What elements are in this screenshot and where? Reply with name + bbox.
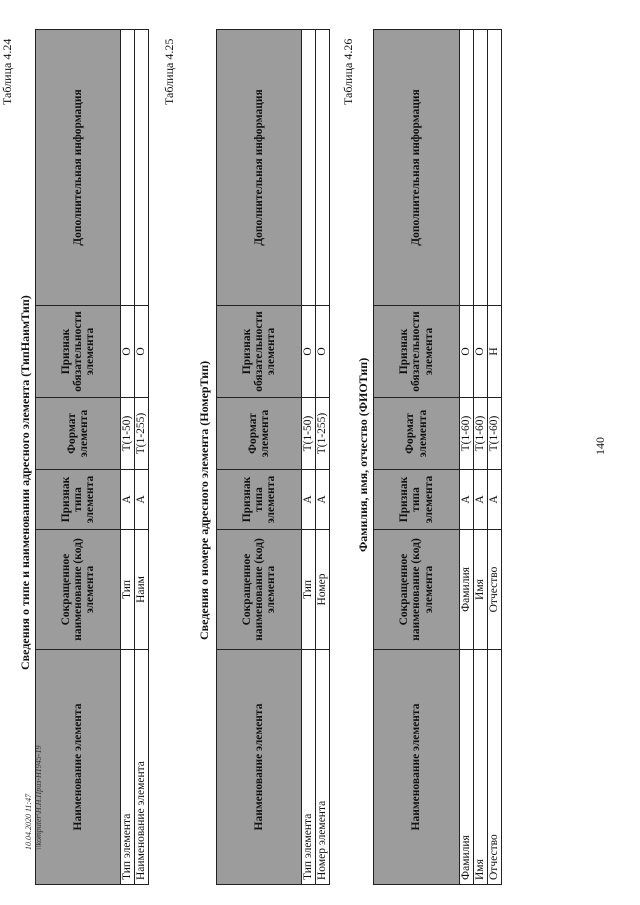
cell: А — [302, 470, 316, 530]
cell: Т(1-60) — [488, 398, 502, 470]
cell — [316, 30, 330, 306]
table-row — [316, 30, 330, 885]
cell: О — [474, 306, 488, 398]
table-title-4-24: Сведения о типе и наименовании адресного элемента (ТипНаимТип) — [18, 295, 32, 670]
cell: Фамилия — [460, 650, 474, 885]
table-label-4-24: Таблица 4.24 — [0, 38, 14, 105]
cell: А — [488, 470, 502, 530]
cell: О — [316, 306, 330, 398]
header-format: Формат элемента — [217, 398, 302, 470]
header-type-flag: Признак типа элемента — [36, 470, 121, 530]
cell: Тип — [302, 530, 316, 650]
cell: Т(1-60) — [460, 398, 474, 470]
cell: Тип — [121, 530, 135, 650]
cell: Имя — [474, 650, 488, 885]
header-format: Формат элемента — [374, 398, 460, 470]
cell — [460, 30, 474, 306]
table-title-4-25: Сведения о номере адресного элемента (НомерТип) — [197, 360, 211, 640]
header-type-flag: Признак типа элемента — [217, 470, 302, 530]
header-element-name: Наименование элемента — [374, 650, 460, 885]
cell — [135, 30, 149, 306]
header-type-flag: Признак типа элемента — [374, 470, 460, 530]
page-number: 140 — [593, 437, 607, 455]
cell: Отчество — [488, 530, 502, 650]
cell — [121, 30, 135, 306]
header-short-name: Сокращенное наименование (код) элемента — [217, 530, 302, 650]
table-title-4-26: Фамилия, имя, отчество (ФИОТип) — [356, 357, 370, 552]
cell: Тип элемента — [302, 650, 316, 885]
cell: О — [302, 306, 316, 398]
cell — [474, 30, 488, 306]
header-additional-info: Дополнительная информация — [374, 30, 460, 306]
cell: Наименование элемента — [135, 650, 149, 885]
table-row — [460, 30, 474, 885]
header-element-name: Наименование элемента — [36, 650, 121, 885]
print-footer — [24, 746, 44, 850]
header-required-flag: Признак обязательности элемента — [36, 306, 121, 398]
table-row — [488, 30, 502, 885]
cell: Фамилия — [460, 530, 474, 650]
cell: Н — [488, 306, 502, 398]
table-4-26 — [373, 29, 502, 885]
cell: Номер — [316, 530, 330, 650]
cell: Номер элемента — [316, 650, 330, 885]
header-short-name: Сокращенное наименование (код) элемента — [36, 530, 121, 650]
cell: А — [460, 470, 474, 530]
header-additional-info: Дополнительная информация — [36, 30, 121, 306]
header-element-name: Наименование элемента — [217, 650, 302, 885]
cell: Тип элемента — [121, 650, 135, 885]
footer-date: 10.04.2020 11:47 — [24, 793, 33, 850]
cell: А — [121, 470, 135, 530]
footer-path: \\komputer\Н.Н.Приз-Н1945-19 — [34, 745, 43, 850]
cell: А — [316, 470, 330, 530]
cell: А — [474, 470, 488, 530]
cell: Т(1-255) — [316, 398, 330, 470]
cell — [302, 30, 316, 306]
cell: Наим — [135, 530, 149, 650]
table-row — [121, 30, 135, 885]
cell: Т(1-60) — [474, 398, 488, 470]
cell: О — [121, 306, 135, 398]
cell: Т(1-50) — [302, 398, 316, 470]
cell: Т(1-50) — [121, 398, 135, 470]
cell: О — [135, 306, 149, 398]
cell: Имя — [474, 530, 488, 650]
header-additional-info: Дополнительная информация — [217, 30, 302, 306]
table-row — [474, 30, 488, 885]
cell: А — [135, 470, 149, 530]
cell: О — [460, 306, 474, 398]
cell: Отчество — [488, 650, 502, 885]
table-4-24 — [35, 29, 149, 885]
cell: Т(1-255) — [135, 398, 149, 470]
header-required-flag: Признак обязательности элемента — [374, 306, 460, 398]
cell — [488, 30, 502, 306]
table-label-4-25: Таблица 4.25 — [162, 38, 176, 105]
header-required-flag: Признак обязательности элемента — [217, 306, 302, 398]
table-4-25 — [216, 29, 330, 885]
table-row — [302, 30, 316, 885]
header-short-name: Сокращенное наименование (код) элемента — [374, 530, 460, 650]
table-row — [135, 30, 149, 885]
table-label-4-26: Таблица 4.26 — [341, 38, 355, 105]
header-format: Формат элемента — [36, 398, 121, 470]
